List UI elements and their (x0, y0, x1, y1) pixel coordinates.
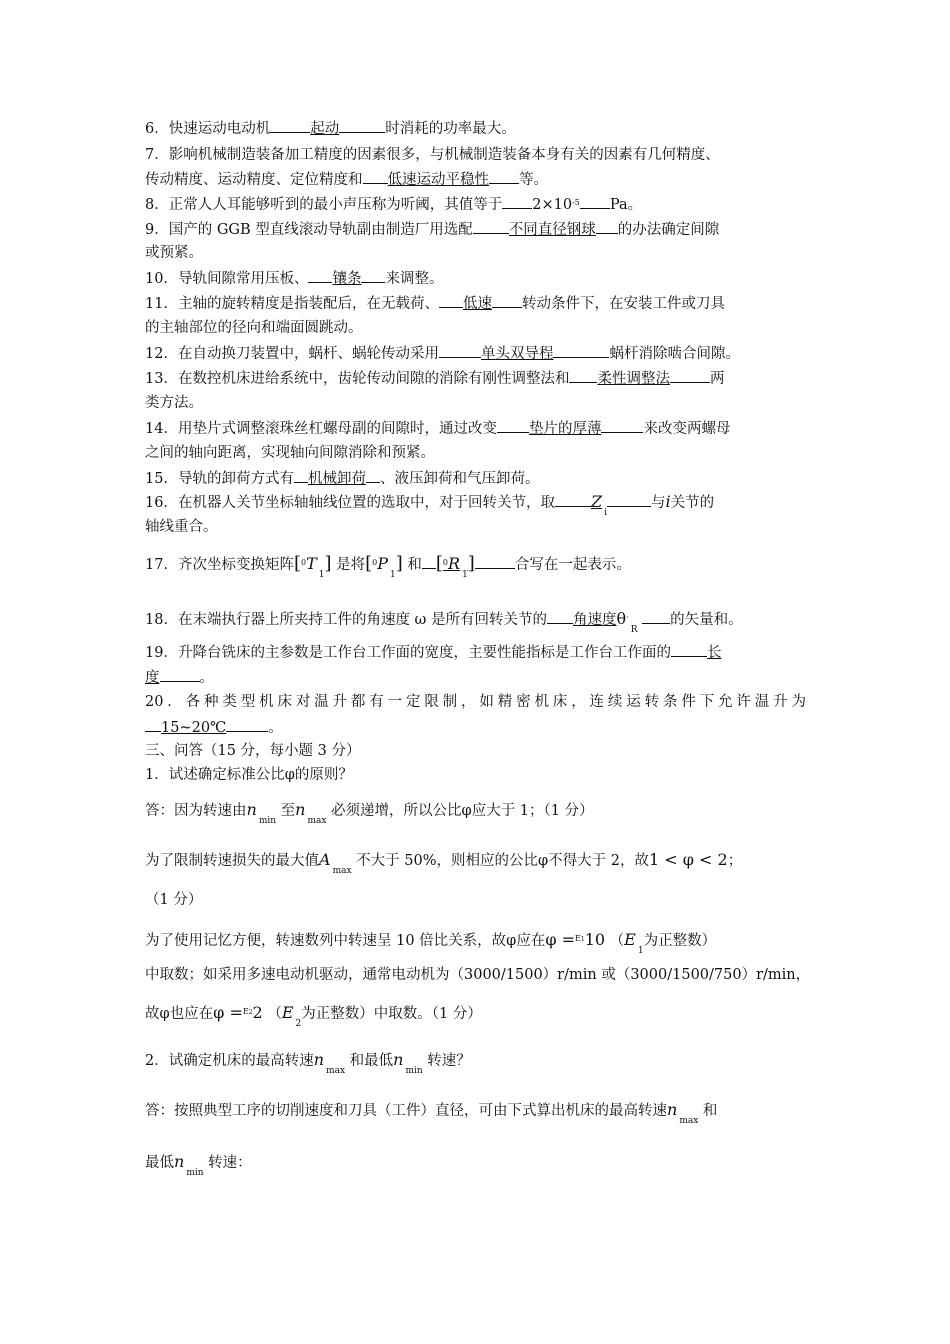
answer-17: $[^0R_1]$ (435, 553, 475, 580)
question-3-1: 1．试述确定标准公比φ的原则？ (145, 767, 353, 783)
question-18: 18．在末端执行器上所夹持工件的角速度 ω 是所有回转关节的 角速度$\theta^\cdot_R$ 的矢量和。 (145, 609, 743, 635)
answer-3-2-line1: 答：按照典型工序的切削速度和刀具（工件）直径，可由下式算出机床的最高转速$n_{max}$ 和 (145, 1100, 718, 1126)
question-11-line2: 的主轴部位的径向和端面圆跳动。 (145, 320, 363, 336)
answer-9: 不同直径钢球 (508, 222, 596, 238)
question-16-line1: 16．在机器人关节坐标轴轴线位置的选取中，对于回转关节，取 $Z_i$与i关节的 (145, 492, 715, 518)
section-3-title: 三、问答（15 分，每小题 3 分） (145, 743, 361, 759)
question-13-line1: 13．在数控机床进给系统中，齿轮传动间隙的消除有刚性调整法和 柔性调整法 两 (145, 368, 724, 389)
answer-13: 柔性调整法 (597, 371, 670, 387)
question-20-line2: 15~20℃ 。 (145, 717, 283, 738)
question-14-line2: 之间的轴向距离，实现轴向间隙消除和预紧。 (145, 445, 435, 461)
question-19-line2: 度 。 (145, 667, 214, 688)
question-19-line1: 19．升降台铣床的主参数是工作台工作面的宽度，主要性能指标是工作台工作面的 长 (145, 642, 721, 663)
answer-3-1-score: （1 分） (145, 892, 203, 908)
answer-3-2-line2: 最低$n_{min}$ 转速： (145, 1152, 252, 1178)
answer-11: 低速 (462, 296, 492, 312)
answer-3-1-line5: 故φ也应在φ =$^{E2}$2 （$E_2$为正整数）中取数。（1 分） (145, 1003, 482, 1029)
question-17: 17．齐次坐标变换矩阵$[^0T_1]$ 是将$[^0P_1]$ 和 $[^0R_1]$ 合写在一起表示。 (145, 553, 631, 580)
answer-3-1-line2: 为了限制转速损失的最大值$A_{max}$ 不大于 50%，则相应的公比φ不得大于 2，故1 < φ < 2； (145, 850, 743, 876)
answer-20: 15~20℃ (161, 720, 227, 736)
answer-7: 低速运动平稳性 (387, 172, 489, 188)
answer-6: 起动 (310, 121, 340, 137)
answer-18: 角速度 (573, 612, 617, 628)
question-10: 10．导轨间隙常用压板、 镶条 来调整。 (145, 268, 443, 289)
question-15: 15．导轨的卸荷方式有 机械卸荷 、液压卸荷和气压卸荷。 (145, 468, 539, 489)
answer-19a: 长 (706, 645, 722, 661)
answer-3-1-line3: 为了使用记忆方便，转速数列中转速呈 10 倍比关系，故φ应在φ =$^{E1}$10 （$E_1$为正整数） (145, 930, 717, 956)
answer-15: 机械卸荷 (307, 471, 366, 487)
question-14-line1: 14．用垫片式调整滚珠丝杠螺母副的间隙时，通过改变 垫片的厚薄 来改变两螺母 (145, 418, 730, 439)
answer-19b: 度 (145, 670, 160, 686)
answer-14: 垫片的厚薄 (528, 421, 602, 437)
question-11-line1: 11．主轴的旋转精度是指装配后，在无载荷、 低速 转动条件下，在安装工件或刀具 (145, 293, 725, 314)
answer-3-1-line1: 答：因为转速由$n_{min}$ 至$n_{max}$ 必须递增，所以公比φ应大于 1；（1 分） (145, 800, 594, 826)
question-16-line2: 轴线重合。 (145, 519, 218, 535)
question-9-line1: 9．国产的 GGB 型直线滚动导轨副由制造厂用选配 不同直径钢球 的办法确定间隙 (145, 219, 719, 240)
answer-10: 镶条 (332, 271, 362, 287)
question-7-line1: 7．影响机械制造装备加工精度的因素很多，与机械制造装备本身有关的因素有几何精度、 (145, 147, 720, 163)
answer-16: Z (590, 492, 603, 511)
question-12: 12．在自动换刀装置中，蜗杆、蜗轮传动采用 单头双导程 蜗杆消除啮合间隙。 (145, 343, 740, 364)
question-9-line2: 或预紧。 (145, 245, 203, 261)
question-8: 8．正常人人耳能够听到的最小声压称为听阈，其值等于 $2\times 10^{-5}$ Pa。 (145, 194, 642, 217)
answer-8: 2×10 (532, 197, 573, 213)
question-7-line2: 传动精度、运动精度、定位精度和 低速运动平稳性 等。 (145, 169, 548, 190)
answer-3-1-line4: 中取数；如采用多速电动机驱动，通常电动机为（3000/1500）r/min 或（3000/1500/750）r/min， (145, 967, 811, 983)
answer-12: 单头双导程 (480, 346, 554, 362)
question-20-line1: 20．各种类型机床对温升都有一定限制，如精密机床，连续运转条件下允许温升为 (145, 694, 806, 710)
question-3-2: 2．试确定机床的最高转速$n_{max}$ 和最低$n_{min}$ 转速？ (145, 1050, 471, 1076)
question-6: 6．快速运动电动机 起动 时消耗的功率最大。 (145, 118, 516, 139)
question-13-line2: 类方法。 (145, 395, 203, 411)
